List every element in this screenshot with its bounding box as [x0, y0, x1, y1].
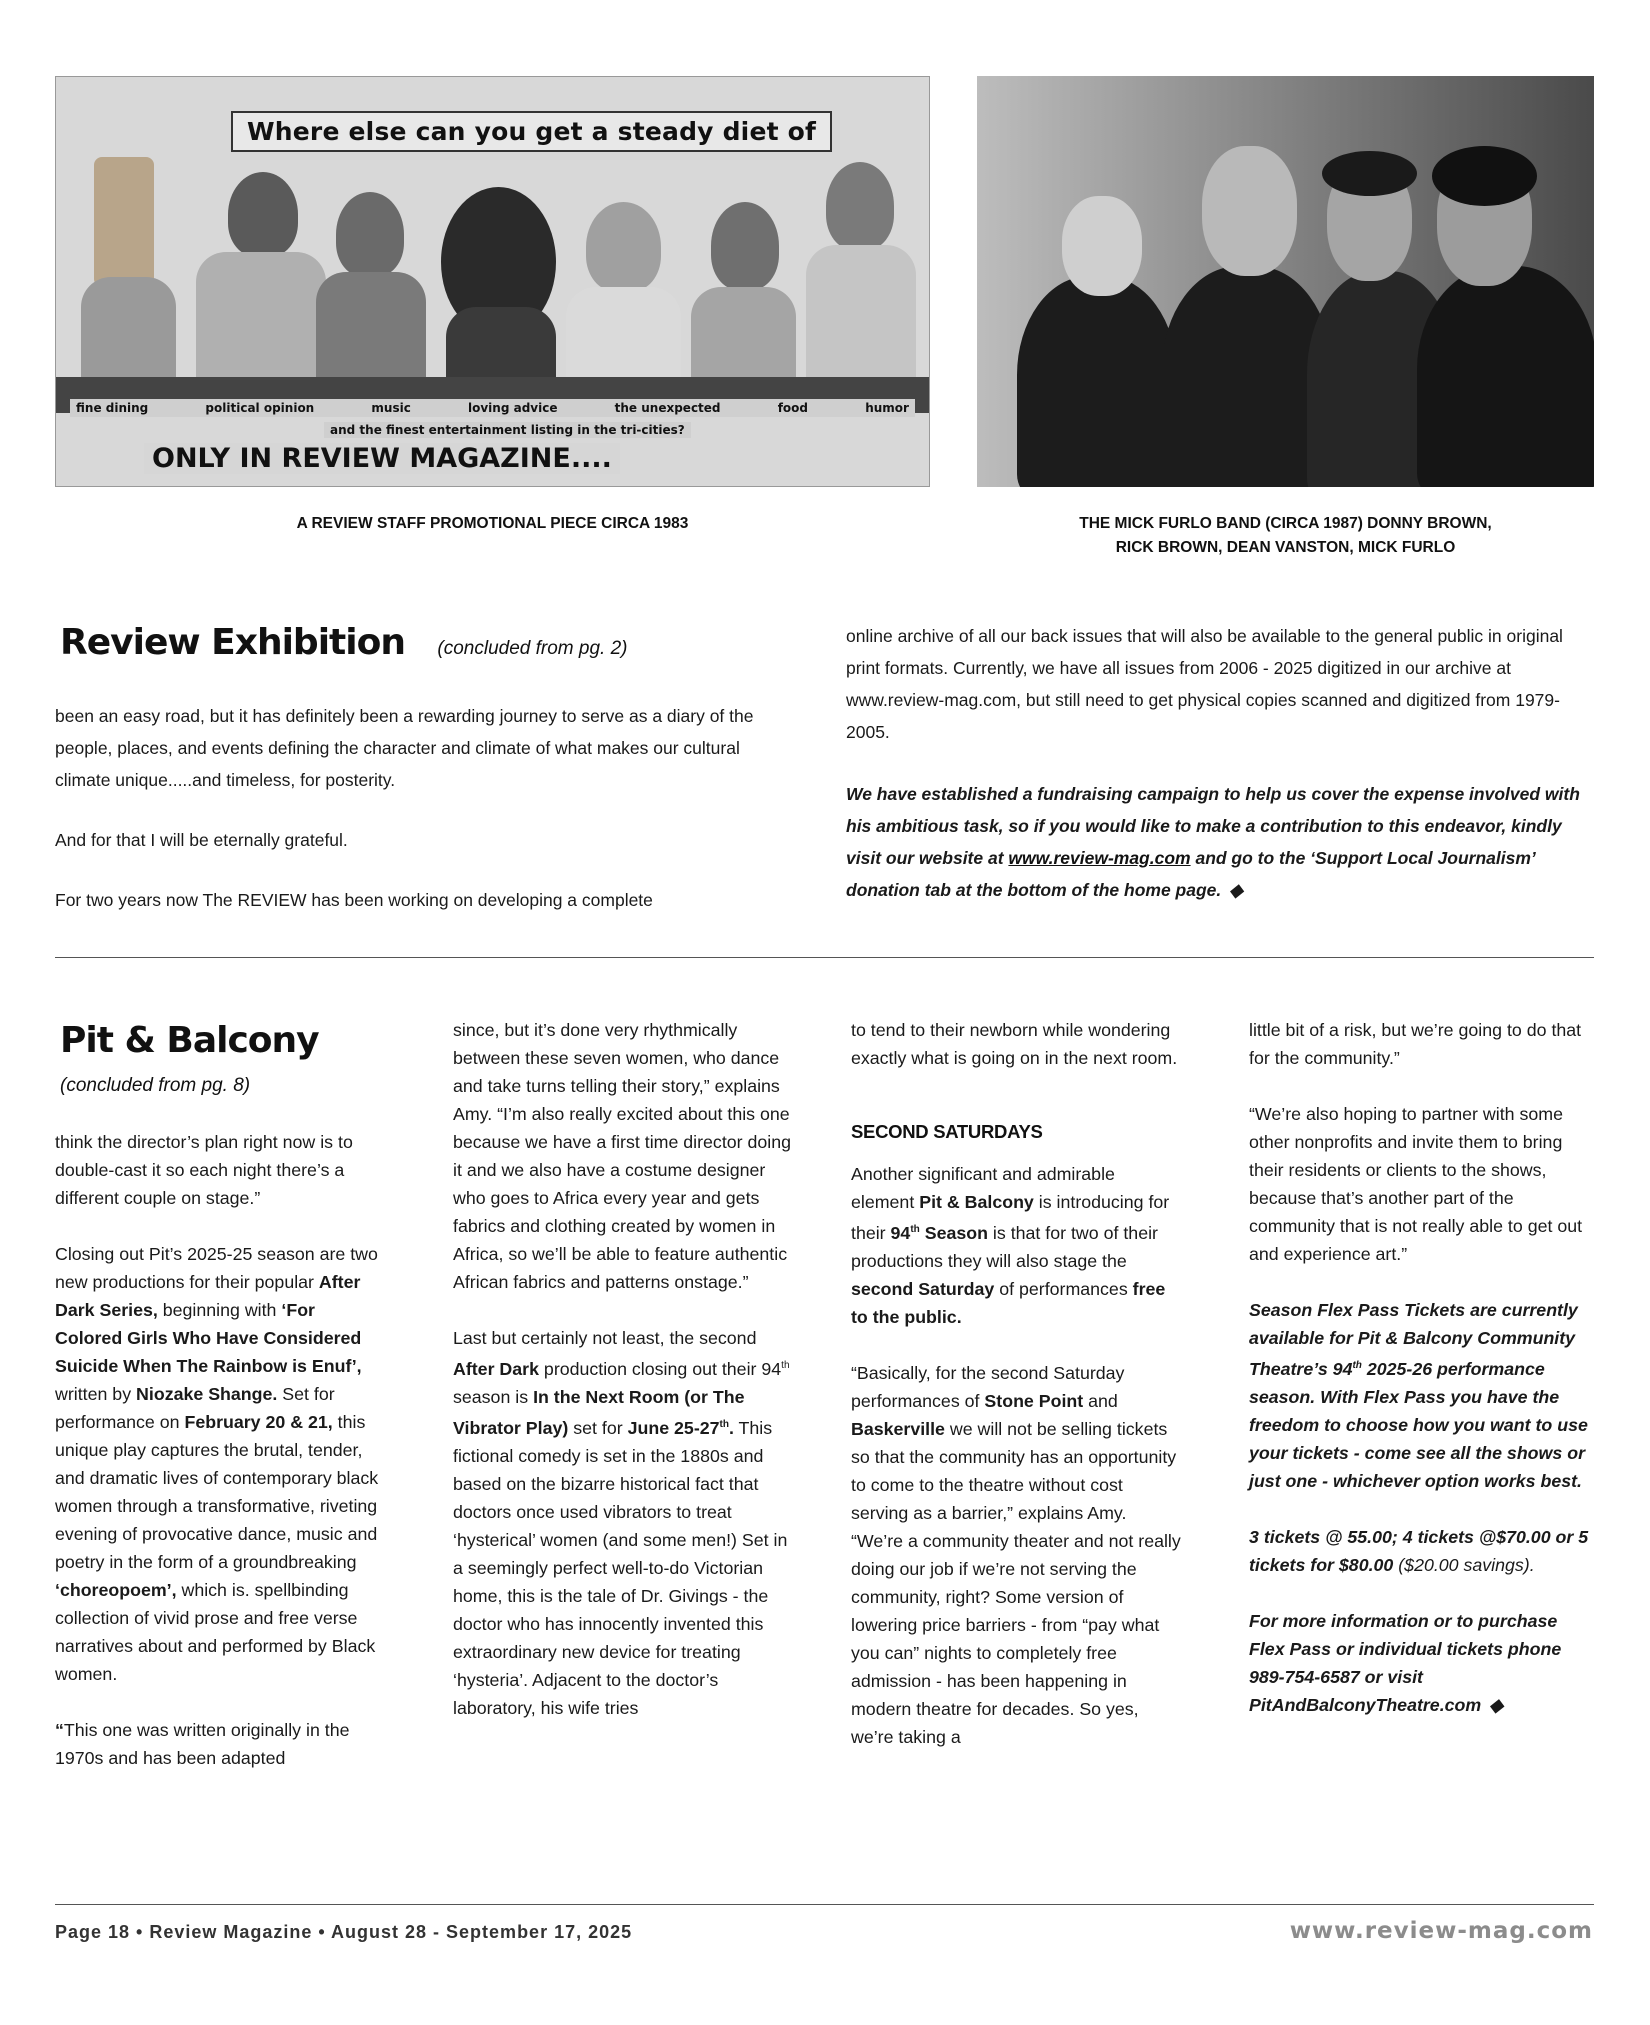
paragraph: “Basically, for the second Saturday performances of Stone Point and Baskerville we will not be selling tickets so that the community has an opportunity to come to the theatre without cost serving as a barrier,” explains Amy. “We’re a community theater and not really doing our job if we’re not serving the community, right? Some version of lowering price barriers - from “pay what you can” nights to completely free admission - has been happening in modern theatre for decades. So yes, we’re taking a [851, 1362, 1181, 1747]
review-exhibition-col2 [846, 620, 1596, 906]
paragraph: think the director’s plan right now is to double-cast it so each night there’s a different couple on stage.” [55, 1132, 353, 1208]
pit-balcony-title: Pit & Balcony [60, 1020, 319, 1061]
review-exhibition-header [60, 622, 800, 663]
right-photo-caption: THE MICK FURLO BAND (CIRCA 1987) DONNY BROWN, RICK BROWN, DEAN VANSTON, MICK FURLO [1079, 515, 1492, 556]
review-exhibition-col1 [55, 700, 785, 916]
ticket-prices: 3 tickets @ 55.00; 4 tickets @$70.00 or 5 tickets for $80.00 ($20.00 savings). [1249, 1526, 1589, 1575]
contact-info: For more information or to purchase Flex Pass or individual tickets phone 989-754-6587 or visit PitAndBalconyTheatre.com ◆ [1249, 1607, 1594, 1719]
paper-bag-figure [94, 157, 154, 287]
pit-col-4 [1249, 1016, 1594, 1719]
footer-divider [55, 1904, 1594, 1905]
paragraph: “This one was written originally in the 1970s and has been adapted [55, 1720, 350, 1768]
paragraph: Last but certainly not least, the second After Dark production closing out their 94th season is In the Next Room (or The Vibrator Play) set for June 25-27th. This fictional comedy is set in the 1880s and based on the bizarre historical fact that doctors once used vibrators to treat ‘hysterical’ women (and some men!) Set in a seemingly perfect well-to-do Victorian home, this is the tale of Dr. Givings - the doctor who has innocently invented this extraordinary new device for treating ‘hysteria’. Adjacent to the doctor’s laboratory, his wife tries [453, 1328, 790, 1718]
promo-subline: and the finest entertainment listing in the tri-cities? [324, 422, 691, 438]
band-photo [977, 76, 1594, 487]
end-mark-icon: ◆ [1489, 1694, 1503, 1715]
flex-pass-promo: Season Flex Pass Tickets are currently available for Pit & Balcony Community Theatre’s 94th 2025-26 performance season. With Flex Pass you have the freedom to choose how you want to use your tickets - come see all the shows or just one - whichever option works best. [1249, 1300, 1588, 1491]
promo-categories: fine dining political opinion music loving advice the unexpected food humor [70, 399, 915, 417]
fundraising-appeal: We have established a fundraising campaign to help us cover the expense involved with his ambitious task, so if you would like to make a contribution to this endeavor, kindly visit our website at www.review-mag.com and go to the ‘Support Local Journalism’ donation tab at the bottom of the home page. ◆ [846, 778, 1596, 906]
paragraph: little bit of a risk, but we’re going to do that for the community.” [1249, 1020, 1582, 1068]
paragraph: For two years now The REVIEW has been working on developing a complete [55, 890, 653, 910]
promo-banner-text: Where else can you get a steady diet of [231, 111, 832, 152]
pit-col-3 [851, 1016, 1181, 1751]
page-footer-info: Page 18 • Review Magazine • August 28 - September 17, 2025 [55, 1922, 633, 1942]
pit-col-2 [453, 1016, 793, 1722]
concluded-note: (concluded from pg. 8) [60, 1075, 251, 1096]
pit-balcony-header [60, 1020, 390, 1097]
review-mag-link[interactable]: www.review-mag.com [1008, 848, 1191, 868]
paragraph: Another significant and admirable element Pit & Balcony is introducing for their 94th Season is that for two of their productions they will also stage the second Saturday of performances free to the public. [851, 1164, 1170, 1327]
section-divider [55, 957, 1594, 958]
paragraph: online archive of all our back issues that will also be available to the general public in original print formats. Currently, we have all issues from 2006 - 2025 digitized in our archive at www.review-mag.com, but still need to get physical copies scanned and digitized from 1979-2005. [846, 626, 1563, 742]
concluded-note: (concluded from pg. 2) [437, 638, 628, 659]
pit-col-1 [55, 1128, 383, 1772]
promo-tagline: ONLY IN REVIEW MAGAZINE.... [144, 443, 620, 474]
second-saturdays-heading: SECOND SATURDAYS [851, 1121, 1043, 1142]
paragraph: Closing out Pit’s 2025-25 season are two new productions for their popular After Dark Series, beginning with ‘For Colored Girls Who Have Considered Suicide When The Rainbow is Enuf’, written by Niozake Shange. Set for performance on February 20 & 21, this unique play captures the brutal, tender, and dramatic lives of contemporary black women through a transformative, riveting evening of provocative dance, music and poetry in the form of a groundbreaking ‘choreopoem’, which is. spellbinding collection of vivid prose and free verse narratives about and performed by Black women. [55, 1244, 379, 1684]
left-photo-caption: A REVIEW STAFF PROMOTIONAL PIECE CIRCA 1983 [296, 515, 689, 532]
paragraph: And for that I will be eternally grateful. [55, 830, 348, 850]
review-exhibition-title: Review Exhibition [60, 622, 405, 663]
staff-promo-photo [55, 76, 930, 487]
paragraph: “We’re also hoping to partner with some other nonprofits and invite them to bring their residents or clients to the shows, because that’s another part of the community that is not really able to get out and experience art.” [1249, 1104, 1583, 1264]
footer-website-link[interactable]: www.review-mag.com [1289, 1918, 1593, 1944]
end-mark-icon: ◆ [1229, 880, 1243, 900]
paragraph: to tend to their newborn while wondering exactly what is going on in the next room. [851, 1020, 1178, 1068]
paragraph: since, but it’s done very rhythmically between these seven women, who dance and take turns telling their story,” explains Amy. “I’m also really excited about this one because we have a first time director doing it and we also have a costume designer who goes to Africa every year and gets fabrics and clothing created by women in Africa, so we’ll be able to feature authentic African fabrics and patterns onstage.” [453, 1020, 792, 1292]
paragraph: been an easy road, but it has definitely been a rewarding journey to serve as a diary of the people, places, and events defining the character and climate of what makes our cultural climate unique.....and timeless, for posterity. [55, 706, 754, 790]
